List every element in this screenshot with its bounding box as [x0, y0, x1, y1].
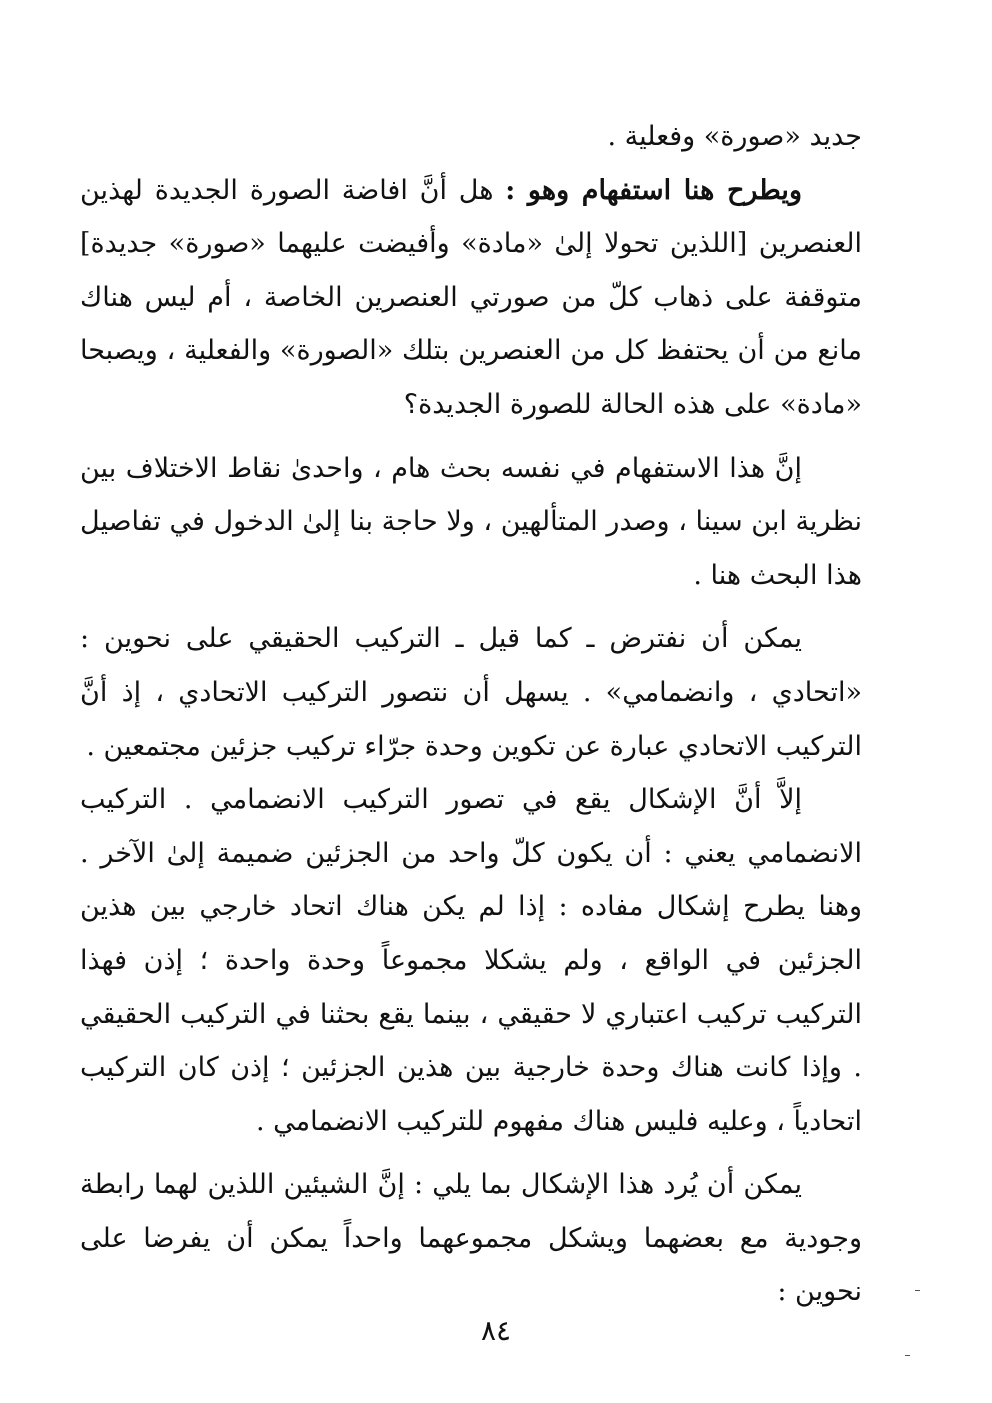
- paragraph-text: يمكن أن نفترض ـ كما قيل ـ التركيب الحقيقي على نحوين : «اتحادي ، وانضمامي» . يسهل أن نتصور التركيب الاتحادي ، إذ أنَّ التركيب الاتحادي عبارة عن تكوين وحدة جرّاء تركيب جزئين مجتمعين .: [80, 623, 862, 762]
- scan-speck: [905, 1355, 910, 1356]
- paragraph-text: إنَّ هذا الاستفهام في نفسه بحث هام ، واحدىٰ نقاط الاختلاف بين نظرية ابن سينا ، وصدر المتألهين ، ولا حاجة بنا إلىٰ الدخول في تفاصيل هذا البحث هنا .: [80, 452, 862, 591]
- paragraph-composition-types: [80, 612, 862, 773]
- paragraph-text: هل أنَّ افاضة الصورة الجديدة لهذين العنصرين [اللذين تحولا إلىٰ «مادة» وأفيضت عليهما «صورة» جديدة] متوقفة على ذهاب كلّ من صورتي العنصرين الخاصة ، أم ليس هناك مانع من أن يحتفظ كل من العنصرين بتلك «الصورة» والفعلية ، ويصبحا «مادة» على هذه الحالة للصورة الجديدة؟: [80, 174, 862, 420]
- paragraph-lead-bold: ويطرح هنا استفهام وهو :: [505, 174, 802, 206]
- paragraph-discussion: [80, 442, 862, 603]
- paragraph-objection: [80, 773, 862, 1148]
- paragraph-response: [80, 1158, 862, 1319]
- paragraph-text: جديد «صورة» وفعلية .: [607, 121, 862, 152]
- scan-speck: [915, 1290, 920, 1291]
- body-text: [80, 110, 862, 1319]
- paragraph-text: يمكن أن يُرد هذا الإشكال بما يلي : إنَّ الشيئين اللذين لهما رابطة وجودية مع بعضهما ويشكل مجموعهما واحداً يمكن أن يفرضا على نحوين :: [80, 1169, 862, 1308]
- paragraph-text: إلاَّ أنَّ الإشكال يقع في تصور التركيب الانضمامي . التركيب الانضمامي يعني : أن يكون كلّ واحد من الجزئين ضميمة إلىٰ الآخر . وهنا يطرح إشكال مفاده : إذا لم يكن هناك اتحاد خارجي بين هذين الجزئين في الواقع ، ولم يشكلا مجموعاً وحدة واحدة ؛ إذن فهذا التركيب تركيب اعتباري لا حقيقي ، بينما يقع بحثنا في التركيب الحقيقي . وإذا كانت هناك وحدة خارجية بين هذين الجزئين ؛ إذن كان التركيب اتحادياً ، وعليه فليس هناك مفهوم للتركيب الانضمامي .: [80, 784, 862, 1137]
- paragraph-continuation: [80, 110, 862, 164]
- paragraph-question: [80, 164, 862, 432]
- page-number: ٨٤: [480, 1314, 512, 1347]
